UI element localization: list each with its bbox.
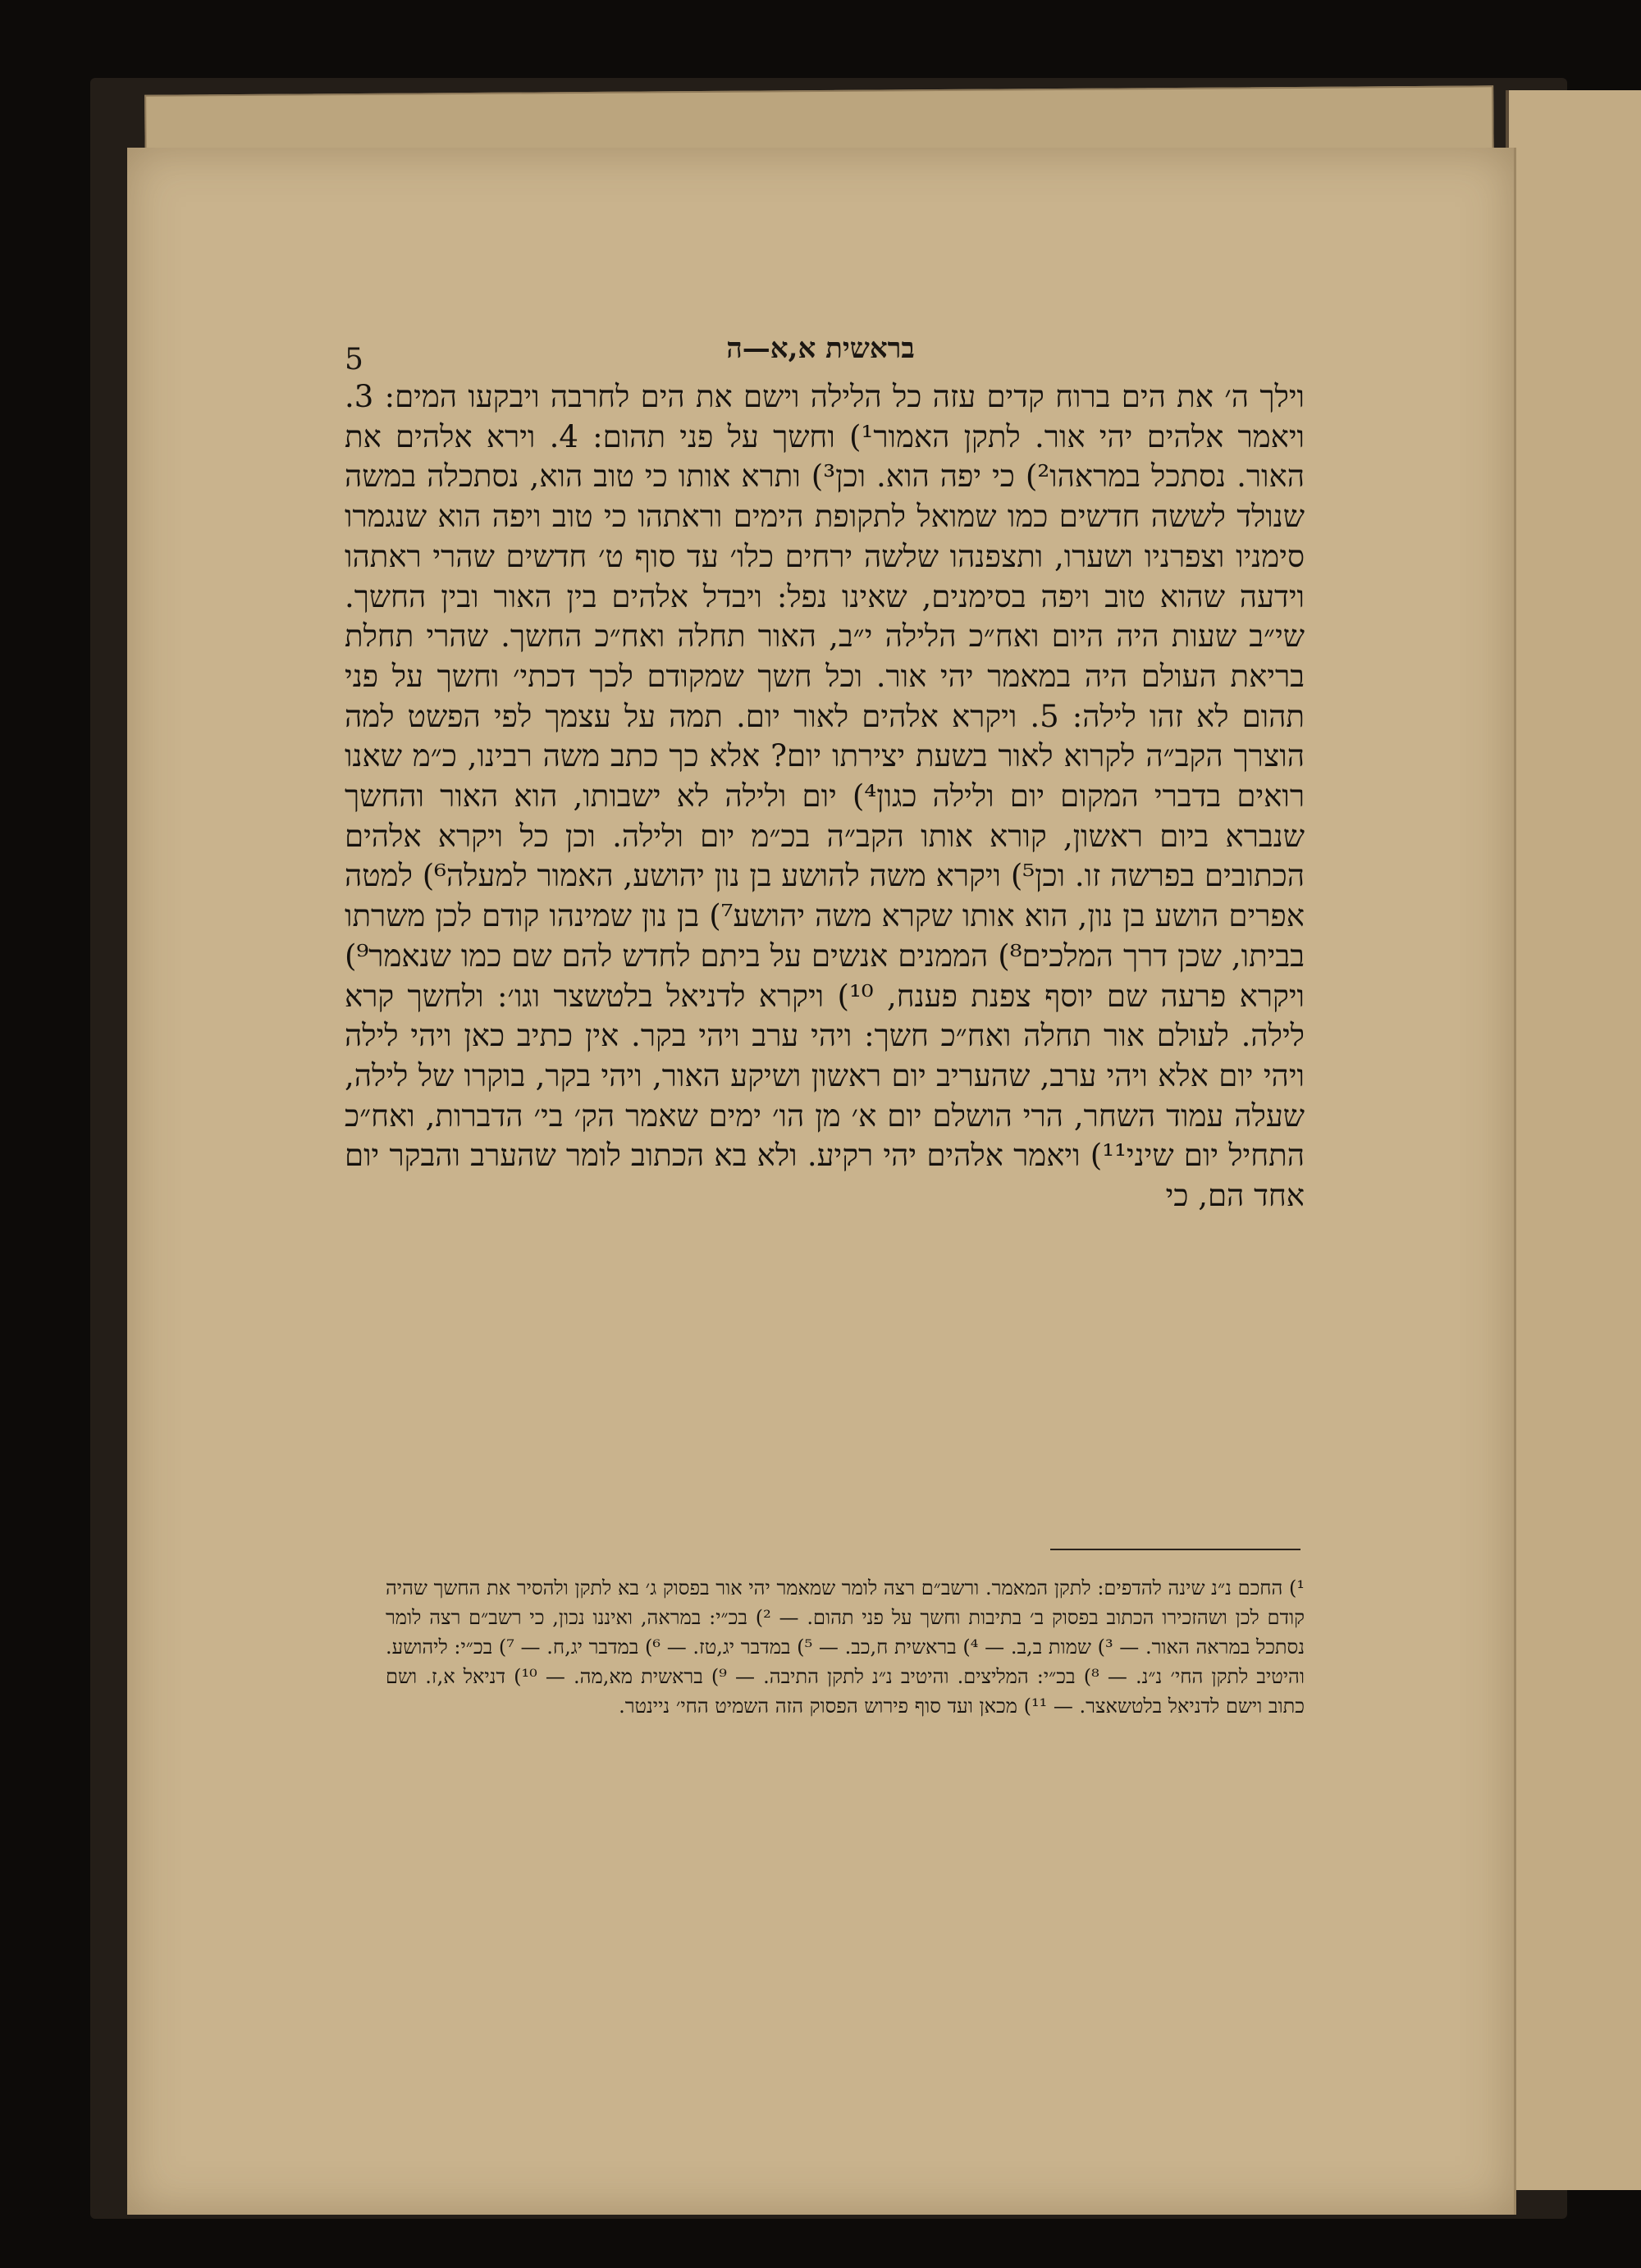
running-head: בראשית א,א—ה	[726, 332, 915, 365]
main-text	[345, 377, 1305, 1216]
main-text-paragraph: וילך ה׳ את הים ברוח קדים עזה כל הלילה וישם את הים לחרבה ויבקעו המים: 3. ויאמר אלהים יהי אור. לתקן האמור¹) וחשך על פני תהום: 4. וירא אלהים את האור. נסתכל במראהו²) כי יפה הוא. וכן³) ותרא אותו כי טוב הוא, נסתכלה במשה שנולד לששה חדשים כמו שמואל לתקופת הימים וראתהו כי טוב ויפה הוא שנגמרו סימניו וצפרניו ושערו, ותצפנהו שלשה ירחים כלו׳ עד סוף ט׳ חדשים שהרי ראתהו וידעה שהוא טוב ויפה בסימנים, שאינו נפל: ויבדל אלהים בין האור ובין החשך. שי״ב שעות היה היום ואח״כ הלילה י״ב, האור תחלה ואח״כ החשך. שהרי תחלת בריאת העולם היה במאמר יהי אור. וכל חשך שמקודם לכך דכתי׳ וחשך על פני תהום לא זהו לילה: 5. ויקרא אלהים לאור יום. תמה על עצמך לפי הפשט למה הוצרך הקב״ה לקרוא לאור בשעת יצירתו יום? אלא כך כתב משה רבינו, כ״מ שאנו רואים בדברי המקום יום ולילה כגון⁴) יום ולילה לא ישבותו, הוא האור והחשך שנברא ביום ראשון, קורא אותו הקב״ה בכ״מ יום ולילה. וכן כל ויקרא אלהים הכתובים בפרשה זו. וכן⁵) ויקרא משה להושע בן נון יהושע, האמור למעלה⁶) למטה אפרים הושע בן נון, הוא אותו שקרא משה יהושע⁷) בן נון שמינהו קודם לכן משרתו בביתו, שכן דרך המלכים⁸) הממנים אנשים על ביתם לחדש להם שם כמו שנאמר⁹) ויקרא פרעה שם יוסף צפנת פענח, ¹⁰) ויקרא לדניאל בלטשצר וגו׳: ולחשך קרא לילה. לעולם אור תחלה ואח״כ חשך: ויהי ערב ויהי בקר. אין כתיב כאן ויהי לילה ויהי יום אלא ויהי ערב, שהעריב יום ראשון ושיקע האור, ויהי בקר, בוקרו של לילה, שעלה עמוד השחר, הרי הושלם יום א׳ מן הו׳ ימים שאמר הק׳ בי׳ הדברות, ואח״כ התחיל יום שיני¹¹) ויאמר אלהים יהי רקיע. ולא בא הכתוב לומר שהערב והבקר יום אחד הם, כי	[345, 379, 1305, 1214]
facing-page	[1506, 90, 1641, 2190]
footnotes	[386, 1573, 1305, 1721]
footnote-divider	[1050, 1549, 1300, 1550]
footnotes-paragraph: ¹) החכם נ״נ שינה להדפים: לתקן המאמר. ורשב״ם רצה לומר שמאמר יהי אור בפסוק ג׳ בא לתקן ולהסיר את החשך שהיה קודם לכן ושהזכירו הכתוב בפסוק ב׳ בתיבות וחשך על פני תהום. — ²) בכ״י: במראה, ואיננו נכון, כי רשב״ם רצה לומר נסתכל במראה האור. — ³) שמות ב,ב. — ⁴) בראשית ח,כב. — ⁵) במדבר יג,טז. — ⁶) במדבר יג,ח. — ⁷) בכ״י: ליהושע. והיטיב לתקן החי׳ נ״נ. — ⁸) בכ״י: המליצים. והיטיב נ״נ לתקן התיבה. — ⁹) בראשית מא,מה. — ¹⁰) דניאל א,ז. ושם כתוב וישם לדניאל בלטשאצר. — ¹¹) מכאן ועד סוף פירוש הפסוק הזה השמיט החי׳ ניינטר.	[386, 1577, 1305, 1718]
page-number: 5	[345, 343, 363, 376]
